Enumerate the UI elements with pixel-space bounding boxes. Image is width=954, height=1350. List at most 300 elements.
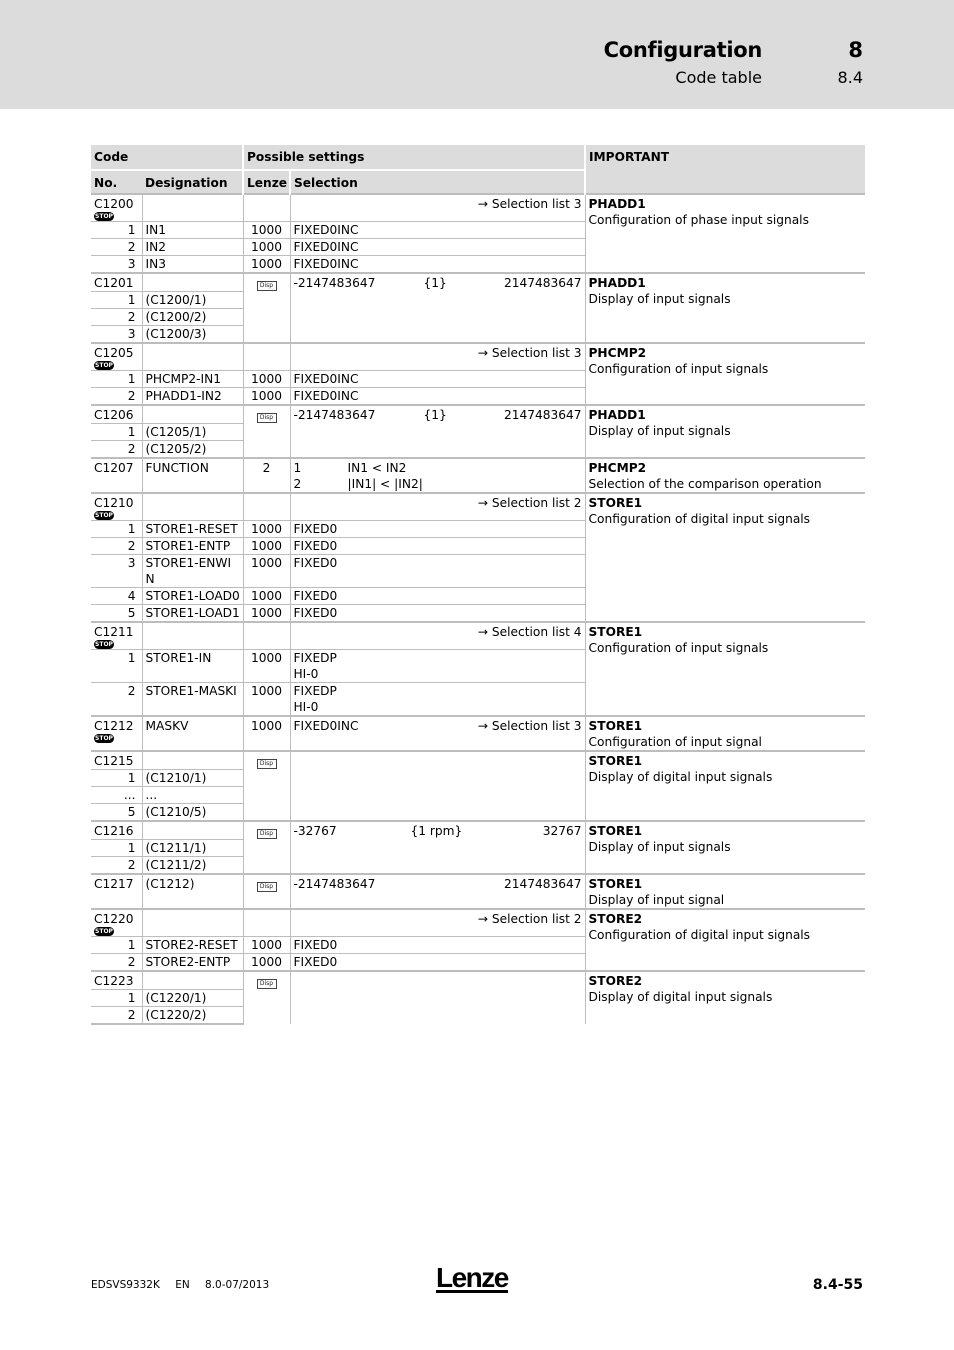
function-block-name: STORE1 (588, 824, 643, 838)
designation-cell (142, 751, 243, 770)
important-cell (585, 194, 865, 273)
important-description: Selection of the comparison operation (588, 477, 822, 491)
code-table (91, 145, 865, 1025)
section-number: 8.4 (837, 68, 863, 87)
lenze-cell (243, 194, 290, 222)
important-description: Configuration of input signal (588, 735, 762, 749)
code-group-row (91, 971, 865, 990)
lenze-value: 1000 (250, 223, 283, 237)
subcode-number: 2 (127, 310, 136, 324)
designation-cell (142, 343, 243, 371)
designation-text: ... (145, 788, 158, 802)
footer-doc-info (91, 1279, 281, 1291)
designation-text: (C1211/1) (145, 841, 207, 855)
designation-cell (142, 194, 243, 222)
subcode-lenze (243, 521, 290, 538)
header-important: IMPORTANT (585, 145, 865, 194)
subcode-number: 1 (127, 841, 136, 855)
subcode-designation (142, 954, 243, 972)
code-number: C1205 (94, 346, 134, 360)
lenze-value: 1000 (250, 651, 283, 665)
subcode-designation (142, 292, 243, 309)
designation-cell (142, 971, 243, 990)
designation-text: STORE1-MASKI (145, 684, 237, 698)
display-icon: Disp (257, 281, 277, 291)
display-icon: Disp (257, 413, 277, 423)
important-description: Display of input signals (588, 292, 731, 306)
important-cell (585, 909, 865, 971)
designation-text: (C1200/1) (145, 293, 207, 307)
stop-icon: STOP (95, 213, 113, 220)
subcode-designation (142, 538, 243, 555)
lenze-cell (243, 493, 290, 521)
important-cell (585, 405, 865, 458)
code-cell (91, 874, 142, 909)
code-group-row (91, 343, 865, 371)
selection-value-wrap: HI-0 (293, 700, 319, 714)
selection-cell (290, 405, 585, 458)
subcode-selection (290, 371, 585, 388)
lenze-value: 1000 (250, 684, 283, 698)
subcode-index (91, 239, 142, 256)
selection-cell (290, 821, 585, 874)
designation-text: (C1210/1) (145, 771, 207, 785)
code-number: C1216 (94, 824, 134, 838)
display-icon: Disp (257, 882, 277, 892)
code-cell (91, 493, 142, 521)
important-description: Configuration of digital input signals (588, 512, 811, 526)
subcode-designation (142, 309, 243, 326)
selection-value: FIXEDP (293, 684, 337, 698)
important-description: Display of input signals (588, 840, 731, 854)
code-number: C1206 (94, 408, 134, 422)
lenze-cell (243, 874, 290, 909)
subcode-designation (142, 804, 243, 822)
header-no: No. (91, 170, 142, 194)
lenze-value: 1000 (250, 240, 283, 254)
designation-text: MASKV (145, 719, 189, 733)
important-cell (585, 751, 865, 821)
selection-value: FIXED0INC (293, 372, 359, 386)
subcode-index (91, 840, 142, 857)
subcode-lenze (243, 555, 290, 588)
lenze-value: 1000 (250, 719, 283, 733)
designation-text: (C1220/1) (145, 991, 207, 1005)
lenze-value: 1000 (250, 955, 283, 969)
subcode-number: 1 (127, 425, 136, 439)
subcode-number: 1 (127, 223, 136, 237)
header-selection: Selection (290, 170, 585, 194)
designation-text: (C1211/2) (145, 858, 207, 872)
subcode-number: 2 (127, 1008, 136, 1022)
chapter-number: 8 (848, 38, 863, 62)
lenze-value: 2 (262, 461, 271, 475)
function-block-name: PHADD1 (588, 408, 646, 422)
lenze-logo (436, 1262, 508, 1293)
lenze-cell (243, 458, 290, 493)
designation-cell (142, 273, 243, 292)
subcode-index (91, 256, 142, 274)
chapter-title: Configuration (603, 38, 762, 62)
selection-value-wrap: HI-0 (293, 667, 319, 681)
subcode-lenze (243, 588, 290, 605)
subcode-selection (290, 388, 585, 406)
selection-cell (290, 343, 585, 371)
selection-value: FIXED0 (293, 539, 338, 553)
display-icon: Disp (257, 829, 277, 839)
selection-list-ref: → Selection list 2 (477, 912, 582, 926)
lenze-cell (243, 273, 290, 343)
code-group-row (91, 751, 865, 770)
code-group-row (91, 405, 865, 424)
designation-cell (142, 405, 243, 424)
subcode-designation (142, 371, 243, 388)
subcode-designation (142, 222, 243, 239)
subcode-designation (142, 588, 243, 605)
selection-value: FIXED0 (293, 589, 338, 603)
display-icon: Disp (257, 759, 277, 769)
important-cell (585, 821, 865, 874)
section-title: Code table (675, 68, 762, 87)
stop-icon: STOP (95, 512, 113, 519)
code-cell (91, 622, 142, 650)
subcode-index (91, 538, 142, 555)
designation-text: FUNCTION (145, 461, 209, 475)
subcode-designation (142, 521, 243, 538)
subcode-designation (142, 1007, 243, 1025)
subcode-index (91, 683, 142, 717)
subcode-index (91, 555, 142, 588)
header-lenze: Lenze (243, 170, 290, 194)
selection-list-ref: → Selection list 3 (477, 719, 582, 733)
subcode-number: 5 (127, 805, 136, 819)
subcode-index (91, 650, 142, 683)
subcode-designation (142, 937, 243, 954)
important-description: Configuration of phase input signals (588, 213, 809, 227)
option-line (294, 476, 582, 492)
subcode-lenze (243, 222, 290, 239)
designation-text: STORE1-LOAD1 (145, 606, 240, 620)
subcode-lenze (243, 650, 290, 683)
designation-text: (C1200/3) (145, 327, 207, 341)
subcode-designation (142, 441, 243, 459)
footer-version: 8.0-07/2013 (205, 1279, 270, 1291)
option-text: IN1 < IN2 (347, 461, 407, 475)
designation-text: PHADD1-IN2 (145, 389, 222, 403)
subcode-index (91, 787, 142, 804)
designation-text: IN3 (145, 257, 166, 271)
subcode-index (91, 804, 142, 822)
footer-doc-id: EDSVS9332K (91, 1279, 160, 1291)
subcode-designation (142, 857, 243, 875)
lenze-value: 1000 (250, 372, 283, 386)
subcode-number: ... (123, 788, 136, 802)
header-designation: Designation (142, 170, 243, 194)
selection-cell (290, 458, 585, 493)
subcode-index (91, 222, 142, 239)
selection-value: FIXED0 (293, 606, 338, 620)
designation-cell (142, 458, 243, 493)
subcode-index (91, 424, 142, 441)
page-header-band (0, 0, 954, 109)
lenze-value: 1000 (250, 938, 283, 952)
selection-value: FIXED0INC (293, 257, 359, 271)
function-block-name: PHCMP2 (588, 346, 647, 360)
lenze-value: 1000 (250, 389, 283, 403)
code-number: C1215 (94, 754, 134, 768)
selection-value: FIXED0 (293, 522, 338, 536)
footer-language: EN (175, 1279, 190, 1291)
function-block-name: PHCMP2 (588, 461, 647, 475)
selection-cell (290, 493, 585, 521)
code-group-row (91, 716, 865, 751)
subcode-number: 2 (127, 442, 136, 456)
function-block-name: STORE1 (588, 625, 643, 639)
subcode-selection (290, 239, 585, 256)
range-min: -2147483647 (293, 276, 376, 290)
stop-icon: STOP (95, 641, 113, 648)
subcode-selection (290, 222, 585, 239)
lenze-cell (243, 622, 290, 650)
selection-cell (290, 194, 585, 222)
subcode-number: 4 (127, 589, 136, 603)
subcode-index (91, 954, 142, 972)
code-number: C1212 (94, 719, 134, 733)
code-number: C1200 (94, 197, 134, 211)
option-list (294, 460, 582, 492)
lenze-cell (243, 971, 290, 1024)
header-code: Code (91, 145, 243, 170)
important-cell (585, 273, 865, 343)
code-group-row (91, 874, 865, 909)
subcode-lenze (243, 256, 290, 274)
selection-value: FIXED0 (293, 938, 338, 952)
code-group-row (91, 458, 865, 493)
important-cell (585, 458, 865, 493)
lenze-value: 1000 (250, 589, 283, 603)
code-cell (91, 821, 142, 840)
designation-text: STORE1-ENTP (145, 539, 231, 553)
function-block-name: PHADD1 (588, 276, 646, 290)
selection-value: FIXED0INC (293, 719, 359, 733)
selection-list-ref: → Selection list 4 (477, 625, 582, 639)
important-description: Display of input signals (588, 424, 731, 438)
subcode-number: 1 (127, 938, 136, 952)
important-cell (585, 622, 865, 716)
subcode-selection (290, 521, 585, 538)
subcode-selection (290, 954, 585, 972)
subcode-selection (290, 588, 585, 605)
code-group-row (91, 194, 865, 222)
important-cell (585, 343, 865, 405)
selection-cell (290, 909, 585, 937)
range-min: -32767 (293, 824, 337, 838)
page-number: 8.4-55 (812, 1277, 863, 1293)
subcode-selection (290, 538, 585, 555)
lenze-value: 1000 (250, 522, 283, 536)
selection-cell (290, 273, 585, 343)
selection-value: FIXED0INC (293, 389, 359, 403)
lenze-value: 1000 (250, 556, 283, 570)
lenze-value: 1000 (250, 257, 283, 271)
range-step: {1} (423, 276, 447, 290)
important-description: Display of digital input signals (588, 770, 773, 784)
subcode-designation (142, 770, 243, 787)
range-min: -2147483647 (293, 408, 376, 422)
code-cell (91, 194, 142, 222)
option-text: |IN1| < |IN2| (347, 477, 423, 491)
stop-icon: STOP (95, 362, 113, 369)
subcode-designation (142, 388, 243, 406)
designation-text: (C1212) (145, 877, 195, 891)
subcode-index (91, 588, 142, 605)
selection-value: FIXED0 (293, 556, 338, 570)
subcode-index (91, 292, 142, 309)
lenze-cell (243, 821, 290, 874)
subcode-lenze (243, 605, 290, 623)
code-cell (91, 751, 142, 770)
subcode-number: 1 (127, 991, 136, 1005)
code-cell (91, 343, 142, 371)
important-cell (585, 971, 865, 1024)
selection-value: FIXED0 (293, 955, 338, 969)
subcode-number: 2 (127, 858, 136, 872)
code-group-row (91, 273, 865, 292)
display-icon: Disp (257, 979, 277, 989)
selection-cell (290, 971, 585, 1024)
function-block-name: STORE2 (588, 912, 643, 926)
designation-text: STORE1-RESET (145, 522, 238, 536)
subcode-number: 2 (127, 240, 136, 254)
selection-value: FIXED0INC (293, 240, 359, 254)
subcode-index (91, 605, 142, 623)
selection-cell (290, 751, 585, 821)
subcode-designation (142, 424, 243, 441)
subcode-number: 3 (127, 257, 136, 271)
range-step: {1 rpm} (410, 824, 463, 838)
designation-text: (C1210/5) (145, 805, 207, 819)
selection-cell (290, 874, 585, 909)
subcode-lenze (243, 954, 290, 972)
important-description: Configuration of input signals (588, 641, 769, 655)
function-block-name: STORE2 (588, 974, 643, 988)
code-number: C1217 (94, 877, 134, 891)
subcode-index (91, 326, 142, 344)
important-cell (585, 493, 865, 622)
subcode-designation (142, 840, 243, 857)
subcode-number: 1 (127, 651, 136, 665)
lenze-cell (243, 716, 290, 751)
subcode-number: 1 (127, 293, 136, 307)
selection-value: FIXEDP (293, 651, 337, 665)
lenze-logo-text: Lenze (436, 1262, 508, 1293)
selection-list-ref: → Selection list 3 (477, 197, 582, 211)
code-number: C1223 (94, 974, 134, 988)
designation-text: PHCMP2-IN1 (145, 372, 222, 386)
code-number: C1210 (94, 496, 134, 510)
code-number: C1207 (94, 461, 134, 475)
code-cell (91, 909, 142, 937)
code-group-row (91, 622, 865, 650)
code-cell (91, 405, 142, 424)
subcode-designation (142, 605, 243, 623)
subcode-lenze (243, 683, 290, 717)
subcode-number: 2 (127, 684, 136, 698)
range-min: -2147483647 (293, 877, 376, 891)
code-cell (91, 273, 142, 292)
code-cell (91, 458, 142, 493)
selection-cell (290, 716, 585, 751)
important-cell (585, 716, 865, 751)
subcode-selection (290, 555, 585, 588)
subcode-designation (142, 555, 243, 588)
option-number: 1 (293, 461, 302, 475)
designation-cell (142, 909, 243, 937)
lenze-cell (243, 751, 290, 821)
subcode-index (91, 770, 142, 787)
subcode-selection (290, 256, 585, 274)
subcode-designation (142, 650, 243, 683)
designation-text-wrap: N (145, 572, 155, 586)
option-number: 2 (293, 477, 302, 491)
designation-text: IN2 (145, 240, 166, 254)
function-block-name: STORE1 (588, 877, 643, 891)
subcode-designation (142, 990, 243, 1007)
code-cell (91, 971, 142, 990)
selection-value: FIXED0INC (293, 223, 359, 237)
lenze-value: 1000 (250, 539, 283, 553)
important-description: Configuration of digital input signals (588, 928, 811, 942)
range-max: 2147483647 (503, 408, 582, 422)
selection-list-ref: → Selection list 2 (477, 496, 582, 510)
range-max: 2147483647 (503, 877, 582, 891)
subcode-index (91, 309, 142, 326)
subcode-designation (142, 239, 243, 256)
code-cell (91, 716, 142, 751)
stop-icon: STOP (95, 735, 113, 742)
designation-text: STORE1-IN (145, 651, 212, 665)
subcode-number: 3 (127, 327, 136, 341)
subcode-index (91, 371, 142, 388)
important-cell (585, 874, 865, 909)
designation-cell (142, 493, 243, 521)
subcode-lenze (243, 937, 290, 954)
subcode-index (91, 1007, 142, 1025)
subcode-lenze (243, 239, 290, 256)
subcode-selection (290, 937, 585, 954)
code-number: C1211 (94, 625, 134, 639)
subcode-lenze (243, 538, 290, 555)
subcode-index (91, 388, 142, 406)
stop-icon: STOP (95, 928, 113, 935)
designation-text: (C1205/1) (145, 425, 207, 439)
important-description: Display of digital input signals (588, 990, 773, 1004)
code-number: C1220 (94, 912, 134, 926)
function-block-name: STORE1 (588, 719, 643, 733)
function-block-name: STORE1 (588, 496, 643, 510)
lenze-cell (243, 909, 290, 937)
subcode-number: 1 (127, 771, 136, 785)
subcode-designation (142, 787, 243, 804)
code-group-row (91, 909, 865, 937)
designation-cell (142, 874, 243, 909)
designation-cell (142, 716, 243, 751)
designation-text: STORE1-LOAD0 (145, 589, 240, 603)
subcode-number: 1 (127, 372, 136, 386)
designation-text: (C1205/2) (145, 442, 207, 456)
subcode-lenze (243, 388, 290, 406)
designation-text: STORE2-RESET (145, 938, 238, 952)
